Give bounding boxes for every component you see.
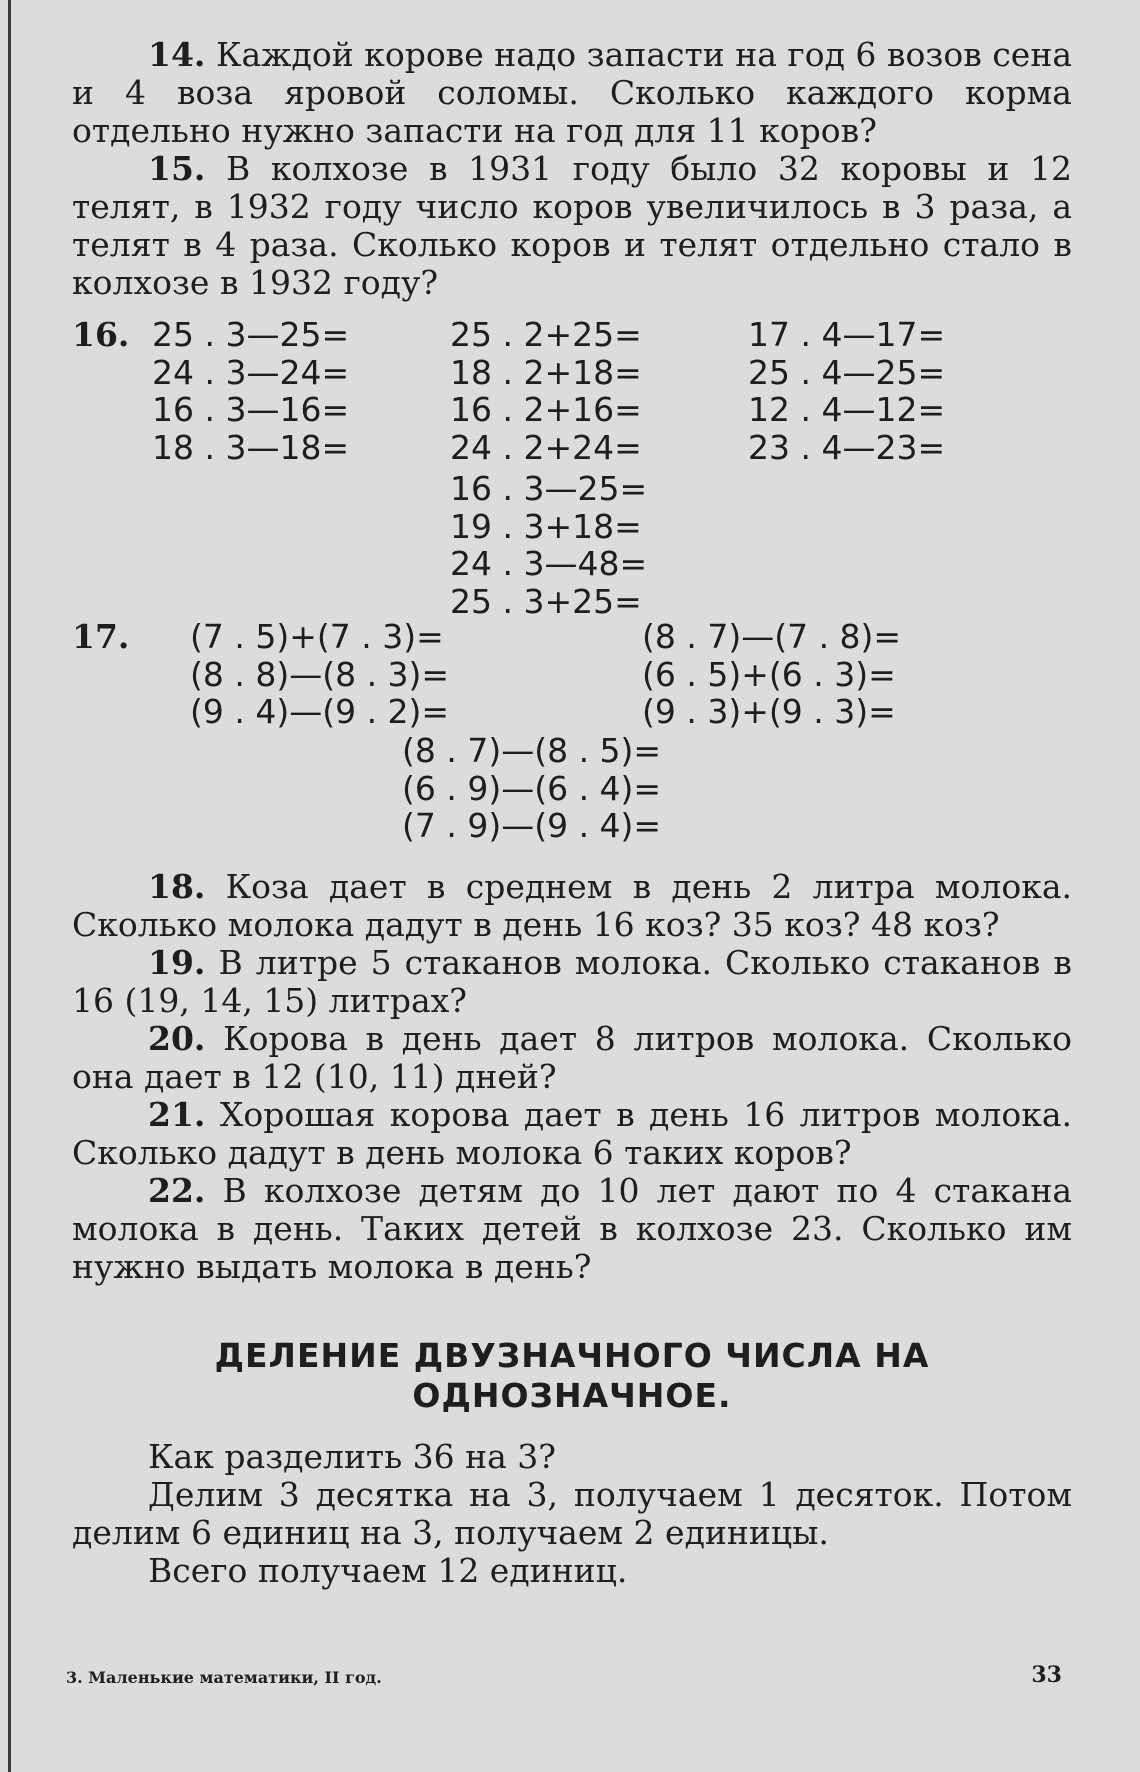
exercise-16-column-2 [450, 316, 642, 466]
exercise-17-column-2 [642, 618, 901, 731]
expression: 18 . 3—18= [152, 427, 350, 467]
exercise-16-column-1 [152, 316, 349, 466]
problem-14 [72, 36, 1072, 150]
exercise-number: 16. [72, 315, 130, 354]
expression: (9 . 4)—(9 . 2)= [190, 692, 450, 731]
expression: (6 . 9)—(6 . 4)= [402, 768, 662, 808]
expression: (7 . 9)—(9 . 4)= [402, 806, 662, 845]
expression: 17 . 4—17= [748, 315, 946, 354]
expression: 19 . 3+18= [450, 506, 642, 546]
expression: 25 . 4—25= [748, 352, 946, 392]
expression: 25 . 2+25= [450, 315, 642, 354]
exercise-17-column-3 [402, 732, 661, 845]
expression: 24 . 3—24= [152, 352, 350, 392]
problem-21 [72, 1096, 1072, 1172]
page-number: 33 [1031, 1662, 1062, 1688]
expression: (8 . 7)—(8 . 5)= [402, 731, 662, 770]
problem-number: 22. [148, 1171, 206, 1210]
problem-number: 20. [148, 1019, 206, 1058]
expression: 16 . 3—25= [450, 469, 648, 508]
section-paragraph: Как разделить 36 на 3? [148, 1437, 556, 1476]
section-heading: ДЕЛЕНИЕ ДВУЗНАЧНОГО ЧИСЛА НА ОДНОЗНАЧНОЕ. [214, 1336, 930, 1415]
expression: 16 . 3—16= [152, 390, 350, 429]
expression: 18 . 2+18= [450, 352, 642, 392]
problem-15 [72, 150, 1072, 302]
expression: (6 . 5)+(6 . 3)= [642, 654, 896, 694]
exercise-16-column-3 [748, 316, 945, 466]
expression: 16 . 2+16= [450, 390, 642, 429]
expression: (8 . 8)—(8 . 3)= [190, 654, 450, 694]
problem-18 [72, 868, 1072, 944]
problem-text: Коза дает в среднем в день 2 литра молока. Сколько молока дадут в день 16 коз? 35 коз? 48 коз? [72, 867, 1072, 944]
expression: 25 . 3+25= [450, 581, 642, 621]
exercise-16 [72, 315, 1072, 621]
problem-number: 19. [148, 943, 206, 982]
problem-text: В колхозе детям до 10 лет дают по 4 стакана молока в день. Таких детей в колхозе 23. Сколько им нужно выдать молока в день? [72, 1171, 1073, 1286]
expression: (8 . 7)—(7 . 8)= [642, 617, 902, 656]
exercise-number: 17. [72, 617, 130, 656]
problem-text: Каждой корове надо запасти на год 6 возов сена и 4 воза яровой соломы. Сколько каждого корма отдельно нужно запасти на год для 11 коров? [72, 35, 1072, 150]
problem-text: В литре 5 стаканов молока. Сколько стаканов в 16 (19, 14, 15) литрах? [72, 943, 1072, 1020]
expression: 25 . 3—25= [152, 315, 350, 354]
section-paragraph: Всего получаем 12 единиц. [148, 1551, 628, 1590]
exercise-17-column-1 [190, 618, 449, 731]
expression: (7 . 5)+(7 . 3)= [190, 617, 444, 656]
expression: 23 . 4—23= [748, 427, 946, 467]
problem-number: 21. [148, 1095, 206, 1134]
exercise-16-column-4 [450, 470, 647, 620]
expression: 12 . 4—12= [748, 390, 946, 429]
book-page [72, 36, 1072, 1590]
section-paragraph: Делим 3 десятка на 3, получаем 1 десяток. Потом делим 6 единиц на 3, получаем 2 единицы. [72, 1475, 1072, 1552]
problem-number: 14. [148, 35, 206, 74]
page-spine-edge [8, 0, 11, 1772]
expression: (9 . 3)+(9 . 3)= [642, 692, 896, 731]
problem-20 [72, 1020, 1072, 1096]
problem-number: 15. [148, 149, 206, 188]
problem-text: Хорошая корова дает в день 16 литров молока. Сколько дадут в день молока 6 таких коров? [72, 1095, 1072, 1172]
problem-19 [72, 944, 1072, 1020]
footer-book-title: 3. Маленькие математики, II год. [66, 1668, 382, 1687]
problem-number: 18. [148, 867, 206, 906]
expression: 24 . 2+24= [450, 427, 642, 467]
problem-text: Корова в день дает 8 литров молока. Сколько она дает в 12 (10, 11) дней? [72, 1019, 1072, 1096]
exercise-17 [72, 618, 1072, 868]
problem-22 [72, 1172, 1072, 1286]
problem-text: В колхозе в 1931 году было 32 коровы и 12 телят, в 1932 году число коров увеличилось в 3 раза, а телят в 4 раза. Сколько коров и телят отдельно стало в колхозе в 1932 году? [72, 149, 1073, 302]
expression: 24 . 3—48= [450, 544, 648, 583]
